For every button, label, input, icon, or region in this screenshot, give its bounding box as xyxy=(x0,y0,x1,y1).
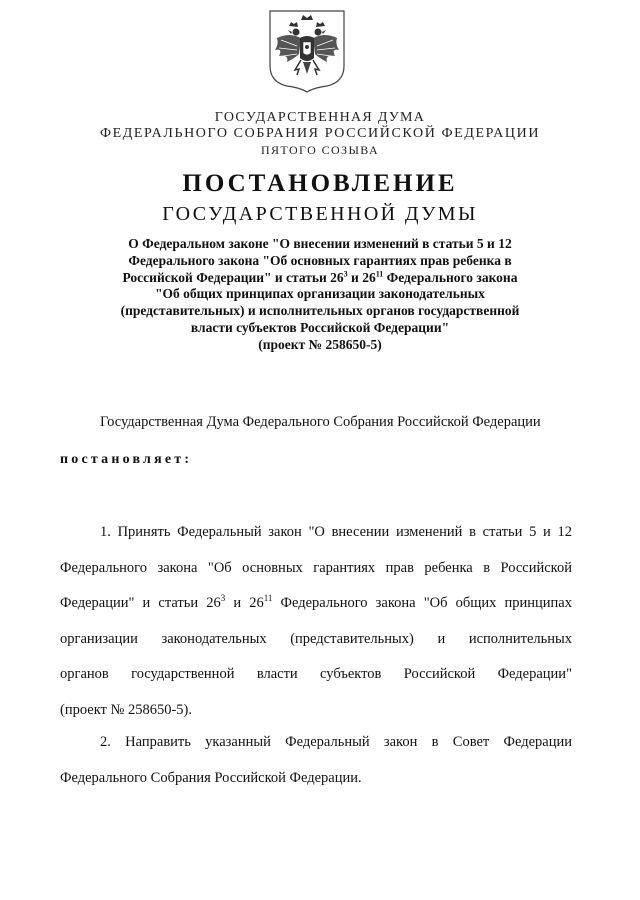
document-title: ПОСТАНОВЛЕНИЕ xyxy=(182,170,458,197)
subject-line: власти субъектов Российской Федерации" xyxy=(190,319,450,335)
subject-line: "Об общих принципах организации законодательных xyxy=(155,286,485,302)
paragraph-line: Федерального Собрания Российской Федерации. xyxy=(60,769,362,786)
paragraph-line: 1. Принять Федеральный закон "О внесении изменений в статьи 5 и 12 xyxy=(100,524,572,540)
subject-line: (представительных) и исполнительных органов государственной xyxy=(120,303,520,319)
header-institution: ГОСУДАРСТВЕННАЯ ДУМА xyxy=(214,110,426,125)
paragraph-line: органов государственной власти субъектов Российской Федерации" xyxy=(60,666,572,682)
paragraph-line: 2. Направить указанный Федеральный закон в Совет Федерации xyxy=(100,734,572,750)
intro-paragraph: Государственная Дума Федерального Собрания Российской Федерации xyxy=(100,414,541,430)
subject-line: Российской Федерации" и статьи $26^3$ и $26^{11}$ Федерального закона xyxy=(122,269,518,285)
paragraph-line: (проект № 258650-5). xyxy=(60,701,193,718)
paragraph-line: Федерального закона "Об основных гарантиях прав ребенка в Российской xyxy=(60,559,572,576)
double-headed-eagle-icon xyxy=(267,8,347,94)
resolves-word: постановляет: xyxy=(60,452,193,467)
header-parliament: ФЕДЕРАЛЬНОГО СОБРАНИЯ РОССИЙСКОЙ ФЕДЕРАЦИИ xyxy=(99,126,541,141)
document-subtitle: ГОСУДАРСТВЕННОЙ ДУМЫ xyxy=(162,203,478,225)
subject-line: Федерального закона "Об основных гарантиях прав ребенка в xyxy=(128,252,512,268)
coat-of-arms-emblem xyxy=(267,8,347,94)
paragraph-line: Федерации" и статьи $26^3$ и $26^{11}$ Федерального закона "Об общих принципах xyxy=(60,593,572,611)
subject-line: О Федеральном законе "О внесении изменений в статьи 5 и 12 xyxy=(128,236,512,251)
subject-line: (проект № 258650-5) xyxy=(258,336,382,352)
resolution-item-1 xyxy=(60,515,572,728)
header-convocation: ПЯТОГО СОЗЫВА xyxy=(260,143,380,157)
resolution-item-2 xyxy=(60,725,572,796)
paragraph-line: организации законодательных (представительных) и исполнительных xyxy=(60,630,572,647)
document-subject xyxy=(80,236,560,354)
